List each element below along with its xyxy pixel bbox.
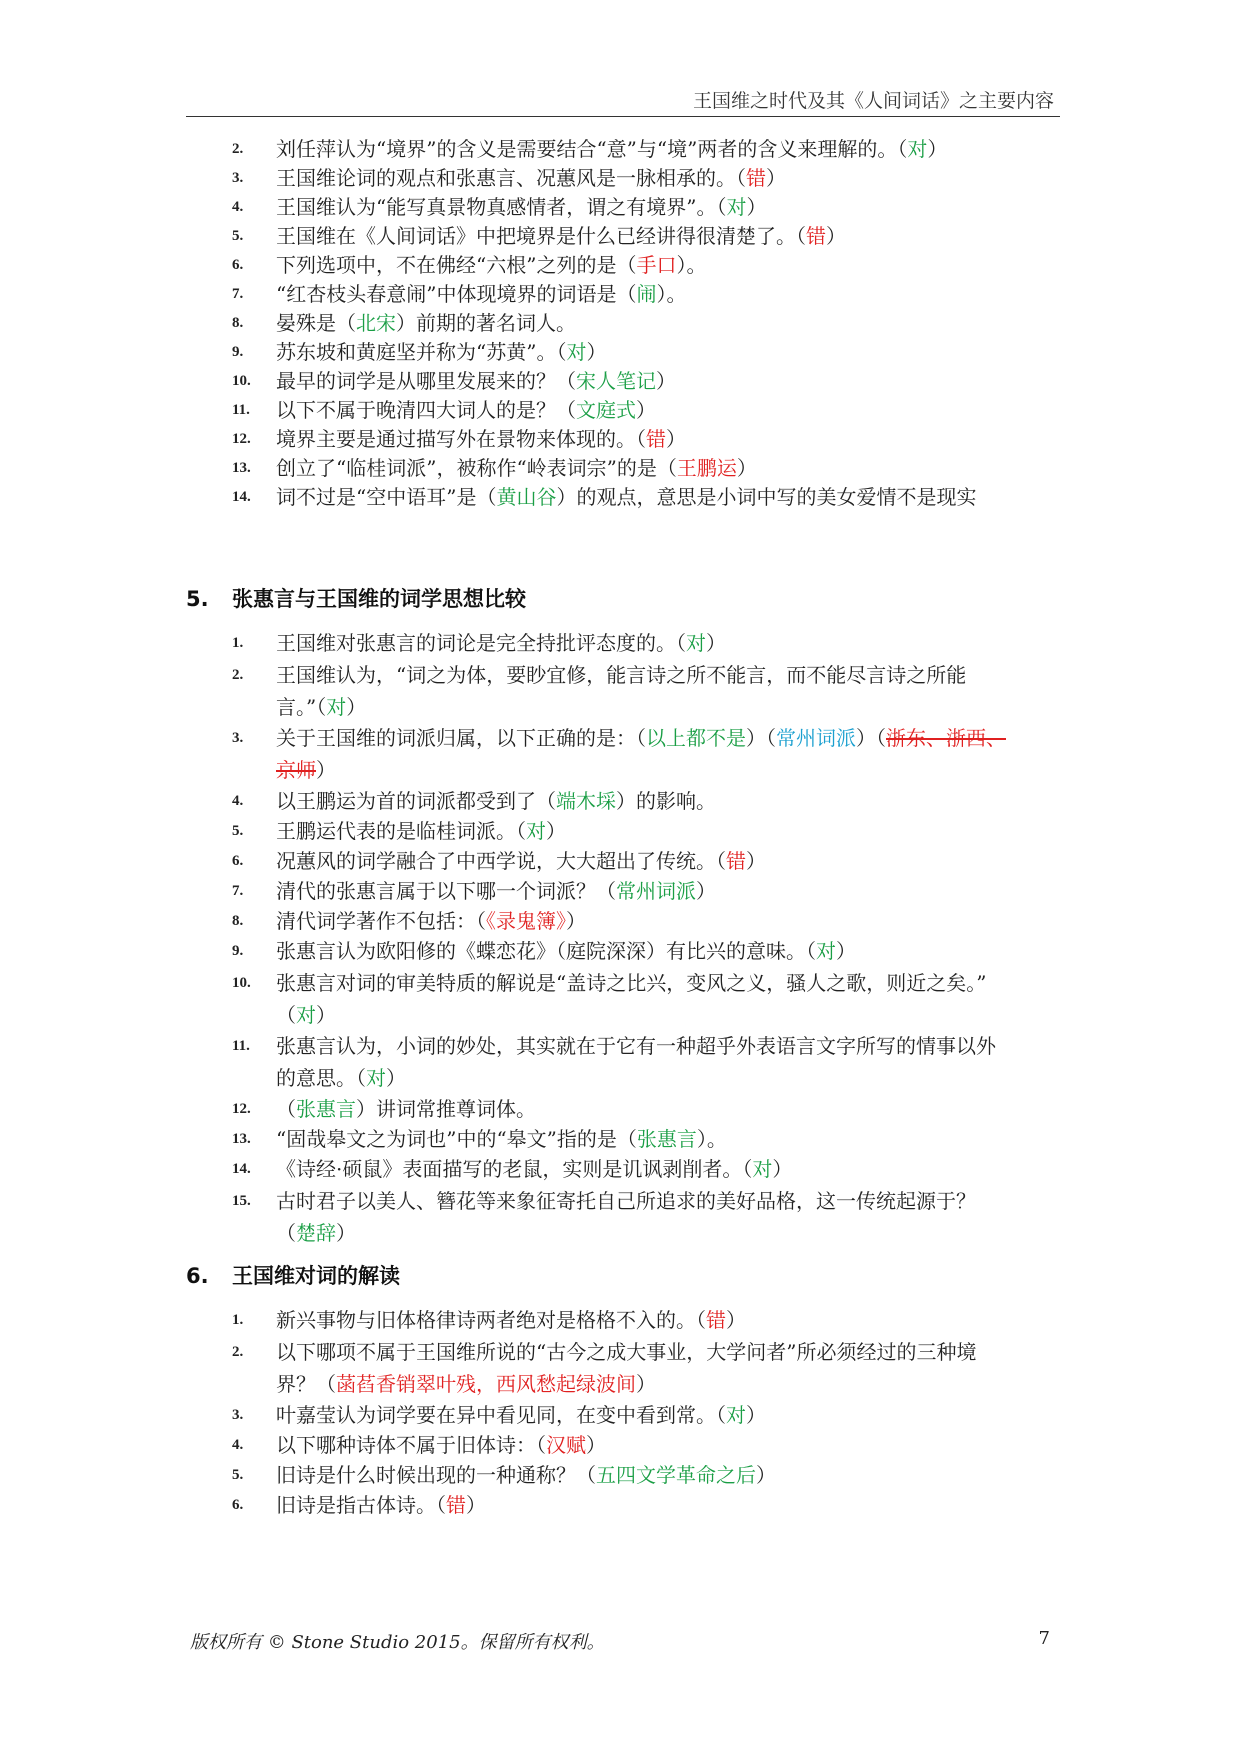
answer: 对 xyxy=(816,939,836,963)
answer: 张惠言 xyxy=(296,1097,356,1121)
answer: 五四文学革命之后 xyxy=(596,1463,756,1487)
section-heading: 6. 王国维对词的解读 xyxy=(186,1264,400,1288)
answer: 对 xyxy=(726,1403,746,1427)
answer: 对 xyxy=(366,1066,386,1090)
answer: 对 xyxy=(752,1157,773,1181)
answer: 对 xyxy=(566,340,587,364)
answer: 对 xyxy=(686,631,706,655)
answer: 常州词派 xyxy=(616,879,696,903)
answer: 错 xyxy=(646,427,666,451)
answer: 对 xyxy=(907,137,928,161)
page-number: 7 xyxy=(1038,1628,1050,1649)
answer: 以上都不是 xyxy=(646,726,746,750)
page-header xyxy=(186,86,1060,117)
answer: 北宋 xyxy=(356,311,396,335)
page-footer xyxy=(190,1628,1050,1658)
document-page: 王国维之时代及其《人间词话》之主要内容 2. 刘任萍认为“境界”的含义是需要结合“意”与“境”两者的含义来理解的。（对） 3. 王国维论词的观点和张惠言、况蕙风是一脉相承的。（错） 4. 王国维认为“能写真景物真感情者，谓之有境界”。（对） 5. 王国维在《人间词话》中把境界是什么已经讲得很清楚了。（错） 6. 下列选项中，不在佛经“六根”之列的是（手口）。 7. “红杏枝头春意闹”中体现境界的词语是（闹）。 8. 晏殊是（北宋）前期的著名词人。 9. 苏东坡和黄庭坚并称为“苏黄”。（对） 10. 最早的词学是从哪里发展来的？（宋人笔记） 11. 以下不属于晚清四大词人的是？（文庭式） 12. 境界主要是通过描写外在景物来体现的。（错） 13. 创立了“临桂词派”，被称作“岭表词宗”的是（王鹏运） 14. 词不过是“空中语耳”是（黄山谷）的观点，意思是小词中写的美女爱情不是现实 5. 张惠言与王国维的词学思想比较 1. 王国维对张惠言的词论是完全持批评态度的。（对） 2. 王国维认为，“词之为体，要眇宜修，能言诗之所不能言，而不能尽言诗之所能 言。”（对） 3. 关于王国维的词派归属，以下正确的是：（以上都不是）（常州词派）（浙东、浙西、 京师） 4. 以王鹏运为首的词派都受到了（端木埰）的影响。 5. 王鹏运代表的是临桂词派。（对） 6. 况蕙风的词学融合了中西学说，大大超出了传统。（错） 7. 清代的张惠言属于以下哪一个词派？（常州词派） 8. 清代词学著作不包括：（《录鬼簿》） 9. 张惠言认为欧阳修的《蝶恋花》（庭院深深）有比兴的意味。（对） 10. 张惠言对词的审美特质的解说是“盖诗之比兴，变风之义，骚人之歌，则近之矣。” （对） 11. 张惠言认为，小词的妙处，其实就在于它有一种超乎外表语言文字所写的情事以外 的意思。（对） 12. （张惠言）讲词常推尊词体。 13. “固哉皋文之为词也”中的“皋文”指的是（张惠言）。 14. 《诗经·硕鼠》表面描写的老鼠，实则是讥讽剥削者。（对） 15. 古时君子以美人、簪花等来象征寄托自己所追求的美好品格，这一传统起源于？ （楚辞） 6. 王国维对词的解读 1. 新兴事物与旧体格律诗两者绝对是格格不入的。（错） 2. 以下哪项不属于王国维所说的“古今之成大事业，大学问者”所必须经过的三种境 界？（菡萏香销翠叶残，西风愁起绿波间） 3. 叶嘉莹认为词学要在异中看见同，在变中看到常。（对） 4. 以下哪种诗体不属于旧体诗：（汉赋） 5. 旧诗是什么时候出现的一种通称？（五四文学革命之后） 6. 旧诗是指古体诗。（错） 版权所有 © Stone Studio 2015。保留所有权利。 7 xyxy=(0,0,1241,1754)
answer: 对 xyxy=(326,695,347,719)
answer: 菡萏香销翠叶残，西风愁起绿波间 xyxy=(336,1372,636,1396)
answer: 宋人笔记 xyxy=(576,369,656,393)
answer: 楚辞 xyxy=(296,1221,336,1245)
header-title: 王国维之时代及其《人间词话》之主要内容 xyxy=(692,90,1054,112)
answer: 错 xyxy=(706,1308,726,1332)
answer: 汉赋 xyxy=(546,1433,586,1457)
answer: 对 xyxy=(726,195,747,219)
copyright-text: 版权所有 © Stone Studio 2015。保留所有权利。 xyxy=(190,1632,605,1653)
struck-answer: 京师 xyxy=(276,758,316,782)
answer: 王鹏运 xyxy=(676,456,737,480)
answer-alt: 常州词派 xyxy=(776,726,856,750)
answer: 手口 xyxy=(636,253,677,277)
struck-answer: 浙东、浙西、 xyxy=(886,726,1006,750)
answer: 对 xyxy=(296,1003,316,1027)
answer: 错 xyxy=(806,224,826,248)
answer: 端木埰 xyxy=(556,789,616,813)
answer: 文庭式 xyxy=(576,398,636,422)
answer: 闹 xyxy=(636,282,657,306)
answer: 对 xyxy=(526,819,546,843)
answer: 《录鬼簿》 xyxy=(486,909,566,933)
answer: 错 xyxy=(726,849,746,873)
answer: 错 xyxy=(446,1493,466,1517)
answer: 张惠言 xyxy=(636,1127,697,1151)
answer: 错 xyxy=(746,166,766,190)
answer: 黄山谷 xyxy=(496,485,557,509)
section-heading: 5. 张惠言与王国维的词学思想比较 xyxy=(186,587,526,611)
